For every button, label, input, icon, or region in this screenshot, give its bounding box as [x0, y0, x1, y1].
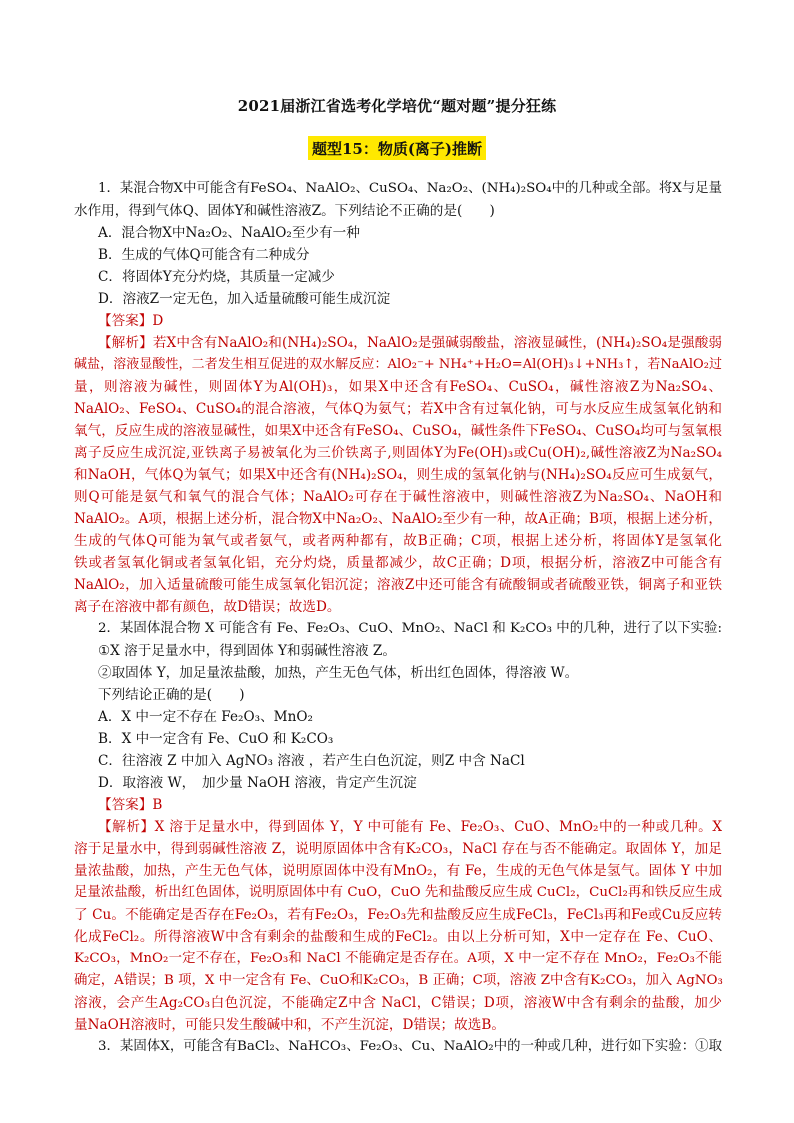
explanation-tag: 【解析】	[98, 819, 155, 835]
question-3-stem-line: 3．某固体X，可能含有BaCl₂、NaHCO₃、Fe₂O₃、Cu、NaAlO₂中的一种或几种，进行如下实验：①取	[98, 1039, 722, 1054]
explanation-line: 量NaOH溶液时，可能只发生酸碱中和，不产生沉淀，D错误；故选B。	[74, 1017, 505, 1033]
question-1-answer	[74, 310, 722, 332]
question-2-answer	[74, 794, 722, 816]
question-2-explanation	[74, 816, 722, 1036]
question-2-option-a: A．X 中一定不存在 Fe₂O₃、MnO₂	[98, 709, 313, 725]
question-2	[74, 618, 722, 794]
explanation-line: 化成FeCl₂。所得溶液W中含有剩余的盐酸和生成的FeCl₂。由以上分析可知，X中一定存在 Fe、CuO、	[74, 929, 722, 945]
answer-tag: 【答案】	[98, 797, 153, 813]
question-1-option-b: B．生成的气体Q可能含有二种成分	[98, 247, 310, 263]
question-2-stem-line: 2．某固体混合物 X 可能含有 Fe、Fe₂O₃、CuO、MnO₂、NaCl 和 K₂CO₃ 中的几种，进行了以下实验:	[98, 621, 722, 636]
explanation-tag: 【解析】	[98, 335, 153, 351]
explanation-line: 溶液，会产生Ag₂CO₃白色沉淀，不能确定Z中含 NaCl，C错误；D项，溶液W中含有剩余的盐酸，加少	[74, 995, 722, 1011]
explanation-line: 生成的气体Q可能为氧气或者氨气，或者两种都有，故B正确；C项，根据上述分析，将固体Y是氢氧化	[74, 533, 722, 549]
explanation-line: NaAlO₂、FeSO₄、CuSO₄的混合溶液，气体Q为氨气；若X中含有过氧化钠，可与水反应生成氢氧化钠和	[74, 401, 722, 417]
explanation-line: 铁或者氢氧化铜或者氢氧化铝，充分灼烧，质量都减少，故C正确；D项，根据分析，溶液Z中可能含有	[74, 555, 722, 571]
explanation-line: 离子在溶液中都有颜色，故D错误；故选D。	[74, 599, 341, 615]
question-2-step-1: ①X 溶于足量水中，得到固体 Y和弱碱性溶液 Z。	[98, 643, 396, 659]
answer-value: D	[152, 313, 164, 329]
explanation-line	[74, 816, 722, 838]
explanation-text: 若X中含有NaAlO₂和(NH₄)₂SO₄，NaAlO₂是强碱弱酸盐，溶液显碱性，(NH₄)₂SO₄是强酸弱	[152, 335, 723, 351]
explanation-line: 了 Cu。不能确定是否存在Fe₂O₃，若有Fe₂O₃，Fe₂O₃先和盐酸反应生成FeCl₃，FeCl₃再和Fe或Cu反应转	[74, 907, 722, 923]
explanation-text: X 溶于足量水中，得到固体 Y，Y 中可能有 Fe、Fe₂O₃、CuO、MnO₂中的一种或几种。X	[154, 819, 722, 835]
question-2-option-d: D．取溶液 W， 加少量 NaOH 溶液，肯定产生沉淀	[98, 775, 417, 791]
explanation-line: 碱盐，溶液显酸性，二者发生相互促进的双水解反应：AlO₂⁻+ NH₄⁺+H₂O=Al(OH)₃↓+NH₃↑，若NaAlO₂过	[74, 357, 722, 372]
question-1-explanation	[74, 332, 722, 618]
question-2-option-c: C．往溶液 Z 中加入 AgNO₃ 溶液 ，若产生白色沉淀，则Z 中含 NaCl	[98, 753, 525, 769]
answer-tag: 【答案】	[98, 313, 153, 329]
question-1-option-c: C．将固体Y充分灼烧，其质量一定减少	[98, 269, 335, 285]
explanation-line: NaAlO₂。A项，根据上述分析，混合物X中Na₂O₂、NaAlO₂至少有一种，故A正确；B项，根据上述分析，	[74, 511, 722, 527]
explanation-line: 确定，A错误；B 项，X 中一定含有 Fe、CuO和K₂CO₃，B 正确；C项，溶液 Z中含有K₂CO₃，加入 AgNO₃	[74, 973, 723, 988]
question-2-option-b: B．X 中一定含有 Fe、CuO 和 K₂CO₃	[98, 731, 334, 747]
question-2-step-2: ②取固体 Y，加足量浓盐酸，加热，产生无色气体，析出红色固体，得溶液 W。	[98, 665, 579, 681]
question-1-option-a: A．混合物X中Na₂O₂、NaAlO₂至少有一种	[98, 225, 360, 241]
explanation-line: 离子反应生成沉淀,亚铁离子易被氧化为三价铁离子,则固体Y为Fe(OH)₃或Cu(OH)₂,碱性溶液Z为Na₂SO₄	[74, 445, 722, 461]
explanation-line: K₂CO₃，MnO₂一定不存在，Fe₂O₃和 NaCl 不能确定是否存在。A项，X 中一定不存在 MnO₂，Fe₂O₃不能	[74, 951, 722, 966]
explanation-line: 量浓盐酸，加热，产生无色气体，说明原固体中没有MnO₂，有 Fe，生成的无色气体是氢气。固体 Y 中加	[74, 863, 722, 879]
subtitle-wrap	[0, 136, 794, 160]
document-body	[74, 178, 722, 1058]
document-title: 2021届浙江省选考化学培优“题对题”提分狂练	[237, 97, 557, 115]
explanation-line: 足量浓盐酸，析出红色固体，说明原固体中有 CuO，CuO 先和盐酸反应生成 CuCl₂，CuCl₂再和铁反应生成	[74, 885, 722, 900]
explanation-line: 则Q可能是氨气和氧气的混合气体；NaAlO₂可存在于碱性溶液中，则碱性溶液Z为Na₂SO₄、NaOH和	[74, 489, 722, 505]
question-1-stem-line: 水作用，得到气体Q、固体Y和碱性溶液Z。下列结论不正确的是( )	[74, 203, 495, 219]
explanation-line: 氧气，反应生成的溶液显碱性，如果X中还含有FeSO₄、CuSO₄，碱性条件下FeSO₄、CuSO₄均可与氢氧根	[74, 423, 722, 439]
explanation-line: 和NaOH，气体Q为氧气；如果X中还含有(NH₄)₂SO₄，则生成的氢氧化钠与(NH₄)₂SO₄反应可生成氨气，	[74, 467, 722, 483]
answer-value: B	[152, 797, 163, 813]
question-3	[74, 1036, 722, 1058]
question-1-stem-line: 1．某混合物X中可能含有FeSO₄、NaAlO₂、CuSO₄、Na₂O₂、(NH₄)₂SO₄中的几种或全部。将X与足量	[98, 181, 722, 196]
question-1-option-d: D．溶液Z一定无色，加入适量硫酸可能生成沉淀	[98, 291, 391, 307]
question-1	[74, 178, 722, 310]
explanation-line: 量，则溶液为碱性，则固体Y为Al(OH)₃，如果X中还含有FeSO₄、CuSO₄，碱性溶液Z为Na₂SO₄、	[74, 379, 722, 395]
question-2-prompt: 下列结论正确的是( )	[98, 687, 245, 703]
section-subtitle: 题型15：物质(离子)推断	[308, 136, 486, 160]
explanation-line: 溶于足量水中，得到弱碱性溶液 Z，说明原固体中含有K₂CO₃，NaCl 存在与否不能确定。取固体 Y，加足	[74, 841, 722, 857]
explanation-line	[74, 332, 722, 354]
explanation-line: NaAlO₂，加入适量硫酸可能生成氢氧化铝沉淀；溶液Z中还可能含有硫酸铜或者硫酸亚铁，铜离子和亚铁	[74, 577, 722, 593]
